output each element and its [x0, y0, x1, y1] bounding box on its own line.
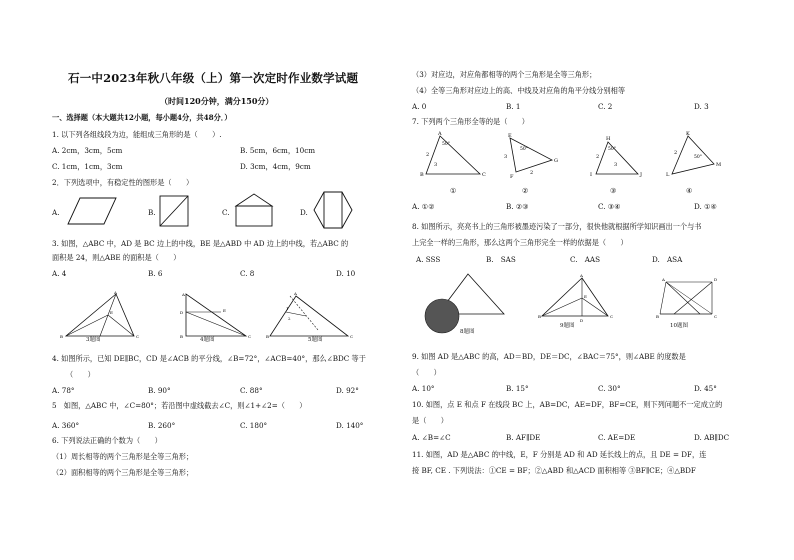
figure-9-caption: 9题图 — [560, 323, 575, 329]
q6-option-a: A. 0 — [412, 102, 427, 111]
q6-statement-3: （3）对应边，对应角都相等的两个三角形是全等三角形； — [412, 70, 597, 79]
q4-option-a: A. 78° — [52, 386, 75, 395]
svg-text:50°: 50° — [520, 147, 528, 152]
q9-stem-line1: 9. 如图 AD 是△ABC 的高，AD＝BD，DE＝DC，∠BAC＝75°，则∠ABE 的度数是 — [412, 352, 686, 361]
svg-text:B: B — [538, 314, 541, 319]
triangle-1 — [420, 131, 486, 178]
svg-text:C: C — [350, 334, 354, 339]
q8-option-b: B. SAS — [486, 255, 516, 264]
svg-text:C: C — [248, 334, 252, 339]
q2-option-a: A. — [52, 208, 60, 217]
svg-text:B: B — [180, 334, 183, 339]
figure-9 — [538, 273, 613, 323]
house-figure — [234, 192, 274, 228]
svg-text:3: 3 — [434, 162, 438, 168]
svg-text:3: 3 — [614, 162, 618, 168]
svg-text:C: C — [714, 314, 718, 319]
triangle-4 — [666, 131, 721, 178]
q7-option-a: A. ①② — [412, 202, 435, 211]
q4-option-c: C. 88° — [240, 386, 263, 395]
figure-3 — [60, 290, 139, 339]
q4-option-d: D. 92° — [336, 386, 359, 395]
q7-label-4: ④ — [686, 186, 693, 195]
hexagon-figure — [312, 190, 354, 230]
q6-statement-4: （4）全等三角形对应边上的高、中线及对应角的角平分线分别相等 — [412, 86, 626, 95]
svg-text:G: G — [554, 158, 558, 164]
svg-text:B: B — [420, 172, 424, 178]
q5-option-a: A. 360° — [52, 421, 80, 430]
svg-text:3: 3 — [504, 154, 508, 160]
q6-stem: 6. 下列说法正确的个数为（ ） — [52, 436, 162, 445]
q3-option-a: A. 4 — [52, 269, 67, 278]
svg-text:L: L — [666, 172, 670, 178]
svg-text:A: A — [580, 273, 583, 278]
svg-text:A: A — [182, 292, 185, 297]
q5-option-b: B. 260° — [148, 421, 176, 430]
q7-option-d: D. ①④ — [694, 202, 717, 211]
figure-8-caption: 8题图 — [460, 329, 475, 335]
q9-option-a: A. 10° — [412, 384, 435, 393]
q3-stem-line1: 3. 如图，△ABC 中，AD 是 BC 边上的中线，BE 是△ABD 中 AD 边上的中线，若△ABC 的 — [52, 239, 349, 248]
q10-option-d: D. AB∥DC — [694, 433, 730, 442]
svg-text:E: E — [223, 308, 226, 313]
svg-text:1: 1 — [286, 306, 289, 311]
parallelogram-figure — [66, 196, 118, 226]
q10-stem-line2: 是（ ） — [412, 416, 448, 425]
figure-3-caption: 3题图 — [86, 337, 101, 343]
svg-text:2: 2 — [674, 150, 678, 156]
q9-option-b: B. 15° — [506, 384, 529, 393]
q7-stem: 7. 下列两个三角形全等的是（ ） — [412, 117, 529, 126]
q3-option-d: D. 10 — [336, 269, 356, 278]
page-title: 石一中2023年秋八年级（上）第一次定时作业数学试题 — [68, 71, 359, 85]
q8-option-d: D. ASA — [652, 255, 683, 264]
q1-stem: 1. 以下列各组线段为边，能组成三角形的是（ ）. — [52, 130, 222, 139]
svg-text:C: C — [136, 334, 140, 339]
q8-option-c: C. AAS — [570, 255, 601, 264]
svg-text:C: C — [610, 314, 614, 319]
q7-option-b: B. ②③ — [506, 202, 529, 211]
svg-text:50°: 50° — [442, 142, 450, 147]
q2-option-b: B. — [148, 208, 156, 217]
q11-stem-line1: 11. 如图，AD 是△ABC 的中线，E，F 分别是 AD 和 AD 延长线上的点，且 DE = DF，连 — [412, 450, 707, 459]
q6-statement-2: （2）面积相等的两个三角形是全等三角形； — [52, 468, 194, 477]
page-subtitle: （时间120分钟，满分150分） — [160, 96, 274, 106]
q4-option-b: B. 90° — [148, 386, 171, 395]
figure-5 — [266, 291, 353, 339]
q3-option-c: C. 8 — [240, 269, 255, 278]
q10-option-b: B. AF∥DE — [506, 433, 541, 442]
q6-option-b: B. 1 — [506, 102, 521, 111]
q11-stem-line2: 接 BF, CE . 下列说法：①CE = BF；②△ABD 和△ACD 面积相等 ③BF∥CE；④△BDF — [412, 466, 696, 475]
q1-option-c: C. 1cm，1cm，3cm — [52, 162, 123, 171]
svg-text:2: 2 — [596, 154, 600, 160]
q10-option-c: C. AE=DE — [598, 433, 636, 442]
svg-text:50°: 50° — [608, 147, 616, 152]
svg-text:E: E — [508, 133, 512, 139]
q8-stem-line2: 上完全一样的三角形，那么这两个三角形完全一样的依据是（ ） — [412, 238, 628, 247]
svg-text:2: 2 — [426, 152, 430, 158]
q7-label-2: ② — [522, 186, 529, 195]
q10-stem-line1: 10. 如图，点 E 和点 F 在线段 BC 上，AB=DC，AE=DF，BF=CE，则下列问题不一定成立的 — [412, 400, 723, 409]
svg-text:B: B — [60, 334, 63, 339]
triangle-3 — [590, 136, 642, 178]
svg-text:50°: 50° — [694, 155, 702, 160]
q4-stem-line1: 4. 如图所示，已知 DE∥BC，CD 是∠ACB 的平分线，∠B=72°，∠ACB=40°，那么∠BDC 等于 — [52, 354, 366, 363]
q8-stem-line1: 8. 如图所示，亮亮书上的三角形被墨迹污染了一部分，很快他就根据所学知识画出一个与书 — [412, 222, 702, 231]
triangle-2 — [504, 133, 558, 180]
svg-text:D: D — [580, 318, 584, 323]
svg-text:J: J — [640, 172, 643, 178]
rectangle-diagonal-figure — [158, 194, 192, 228]
svg-text:A: A — [114, 290, 117, 295]
q1-option-b: B. 5cm，6cm，10cm — [240, 146, 316, 155]
q7-option-c: C. ③④ — [598, 202, 621, 211]
svg-text:2: 2 — [288, 316, 291, 321]
svg-text:I: I — [590, 172, 592, 178]
figure-4-caption: 4题图 — [200, 337, 215, 343]
svg-text:B: B — [266, 334, 269, 339]
q5-option-d: D. 140° — [336, 421, 364, 430]
q7-label-1: ① — [450, 186, 457, 195]
q3-stem-line2: 面积是 24，则△ABE 的面积是（ ） — [52, 253, 181, 262]
svg-text:F: F — [510, 174, 514, 180]
svg-text:D: D — [180, 310, 184, 315]
q6-option-c: C. 2 — [598, 102, 613, 111]
figure-4 — [180, 292, 251, 339]
q7-triangles-figure — [412, 128, 762, 200]
svg-text:A: A — [662, 277, 665, 282]
figure-10 — [656, 277, 717, 319]
q5-stem: 5 如图，△ABC 中，∠C=80°；若沿图中虚线截去∠C，则∠1+∠2=（ ） — [52, 401, 307, 410]
svg-text:M: M — [716, 162, 722, 168]
q6-option-d: D. 3 — [694, 102, 709, 111]
svg-text:C: C — [482, 172, 486, 178]
q2-stem: 2．下列选项中，有稳定性的图形是（ ） — [52, 178, 194, 187]
section-heading: 一、选择题（本大题共12小题，每小题4分，共48分．） — [52, 113, 232, 122]
svg-text:A: A — [438, 131, 442, 137]
q6-statement-1: （1）周长相等的两个三角形是全等三角形； — [52, 452, 194, 461]
q3-option-b: B. 6 — [148, 269, 163, 278]
q2-option-d: D. — [300, 208, 308, 217]
q2-option-c: C. — [222, 208, 230, 217]
q8-option-a: A. SSS — [416, 255, 441, 264]
figure-8 — [425, 274, 504, 333]
svg-text:B: B — [656, 314, 659, 319]
q9-stem-line2: （ ） — [412, 368, 441, 377]
svg-text:2: 2 — [530, 170, 534, 176]
q9-option-c: C. 30° — [598, 384, 621, 393]
q4-stem-line2: （ ） — [66, 370, 95, 379]
svg-text:A: A — [294, 291, 297, 296]
q1-option-a: A. 2cm，3cm，5cm — [52, 146, 123, 155]
svg-text:D: D — [714, 277, 718, 282]
q7-label-3: ③ — [610, 186, 617, 195]
q9-option-d: D. 45° — [694, 384, 717, 393]
q10-option-a: A. ∠B=∠C — [412, 433, 451, 442]
svg-text:H: H — [606, 136, 611, 142]
svg-text:E: E — [584, 294, 587, 299]
figure-5-caption: 5题图 — [308, 337, 323, 343]
q5-option-c: C. 180° — [240, 421, 268, 430]
svg-text:K: K — [686, 131, 690, 137]
svg-text:E: E — [110, 310, 113, 315]
q1-option-d: D. 3cm，4cm，9cm — [240, 162, 311, 171]
figure-10-caption: 10题图 — [670, 323, 688, 329]
